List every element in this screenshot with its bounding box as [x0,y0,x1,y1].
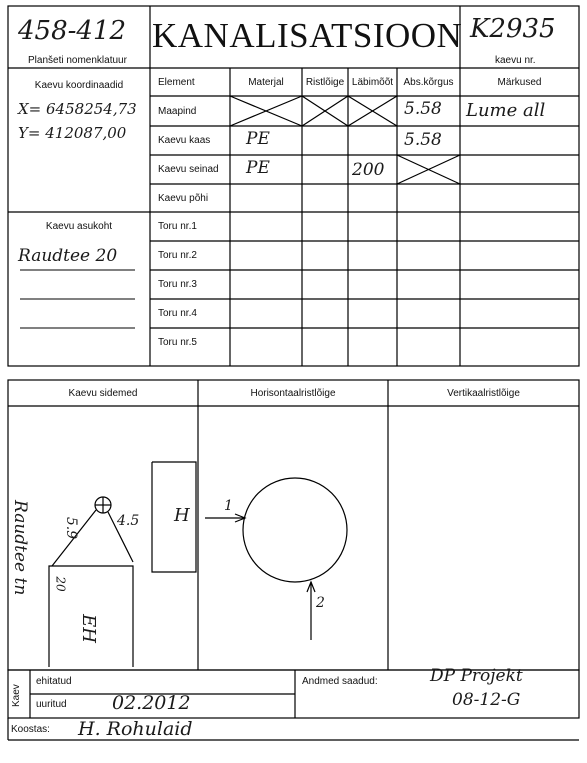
pipe-1-label: 1 [224,498,233,514]
uuritud-value: 02.2012 [112,692,191,714]
row-label: Kaevu seinad [158,164,219,175]
col-materjal: Materjal [248,77,284,88]
row-label: Toru nr.5 [158,337,197,348]
sheet-label: Planšeti nomenklatuur [28,55,127,66]
street-name: Raudtee tn [10,500,30,596]
coord-x: X= 6458254,73 [18,100,137,118]
location-label: Kaevu asukoht [45,221,113,232]
row-label: Kaevu põhi [158,193,209,204]
well-number: K2935 [470,14,556,44]
andmed-code: 08-12-G [452,690,521,710]
section-horisontaal: Horisontaalristlõige [250,388,336,399]
corner-dimension: 20 [53,576,68,592]
col-markused: Märkused [497,77,542,88]
kaas-materjal: PE [246,129,270,149]
kaas-abs: 5.58 [404,130,442,150]
building-eh: EH [77,614,99,643]
section-vertikaal: Vertikaalristlõige [447,388,520,399]
col-abs: Abs.kõrgus [403,77,454,88]
distance-right: 4.5 [117,513,140,529]
col-ristloige: Ristlõige [305,77,345,88]
ehitatud-label: ehitatud [36,676,72,687]
col-element: Element [158,77,195,88]
distance-left: 5.9 [63,516,80,540]
coords-label: Kaevu koordinaadid [34,80,124,91]
kaev-label: Kaev [11,684,22,707]
section-sidemed: Kaevu sidemed [68,388,138,399]
maapind-abs: 5.58 [404,99,442,119]
maapind-note: Lume all [466,100,546,121]
row-label: Toru nr.3 [158,279,197,290]
building-h: H [174,505,190,526]
pipe-2-label: 2 [316,595,325,611]
coord-y: Y= 412087,00 [18,124,127,142]
row-label: Toru nr.2 [158,250,197,261]
well-number-label: kaevu nr. [495,55,536,66]
koostas-value: H. Rohulaid [78,718,193,740]
row-label: Kaevu kaas [158,135,211,146]
row-label: Toru nr.4 [158,308,197,319]
col-labimoot: Läbimõõt [351,77,394,88]
andmed-source: DP Projekt [430,666,523,686]
row-label: Maapind [158,106,197,117]
uuritud-label: uuritud [36,699,67,710]
sheet-code: 458-412 [18,16,127,46]
seinad-materjal: PE [246,158,270,178]
page-title: KANALISATSIOON [152,16,463,55]
koostas-label: Koostas: [11,724,50,735]
row-label: Toru nr.1 [158,221,197,232]
seinad-labimoot: 200 [352,160,385,180]
location-value: Raudtee 20 [18,246,118,266]
andmed-label: Andmed saadud: [302,676,378,687]
